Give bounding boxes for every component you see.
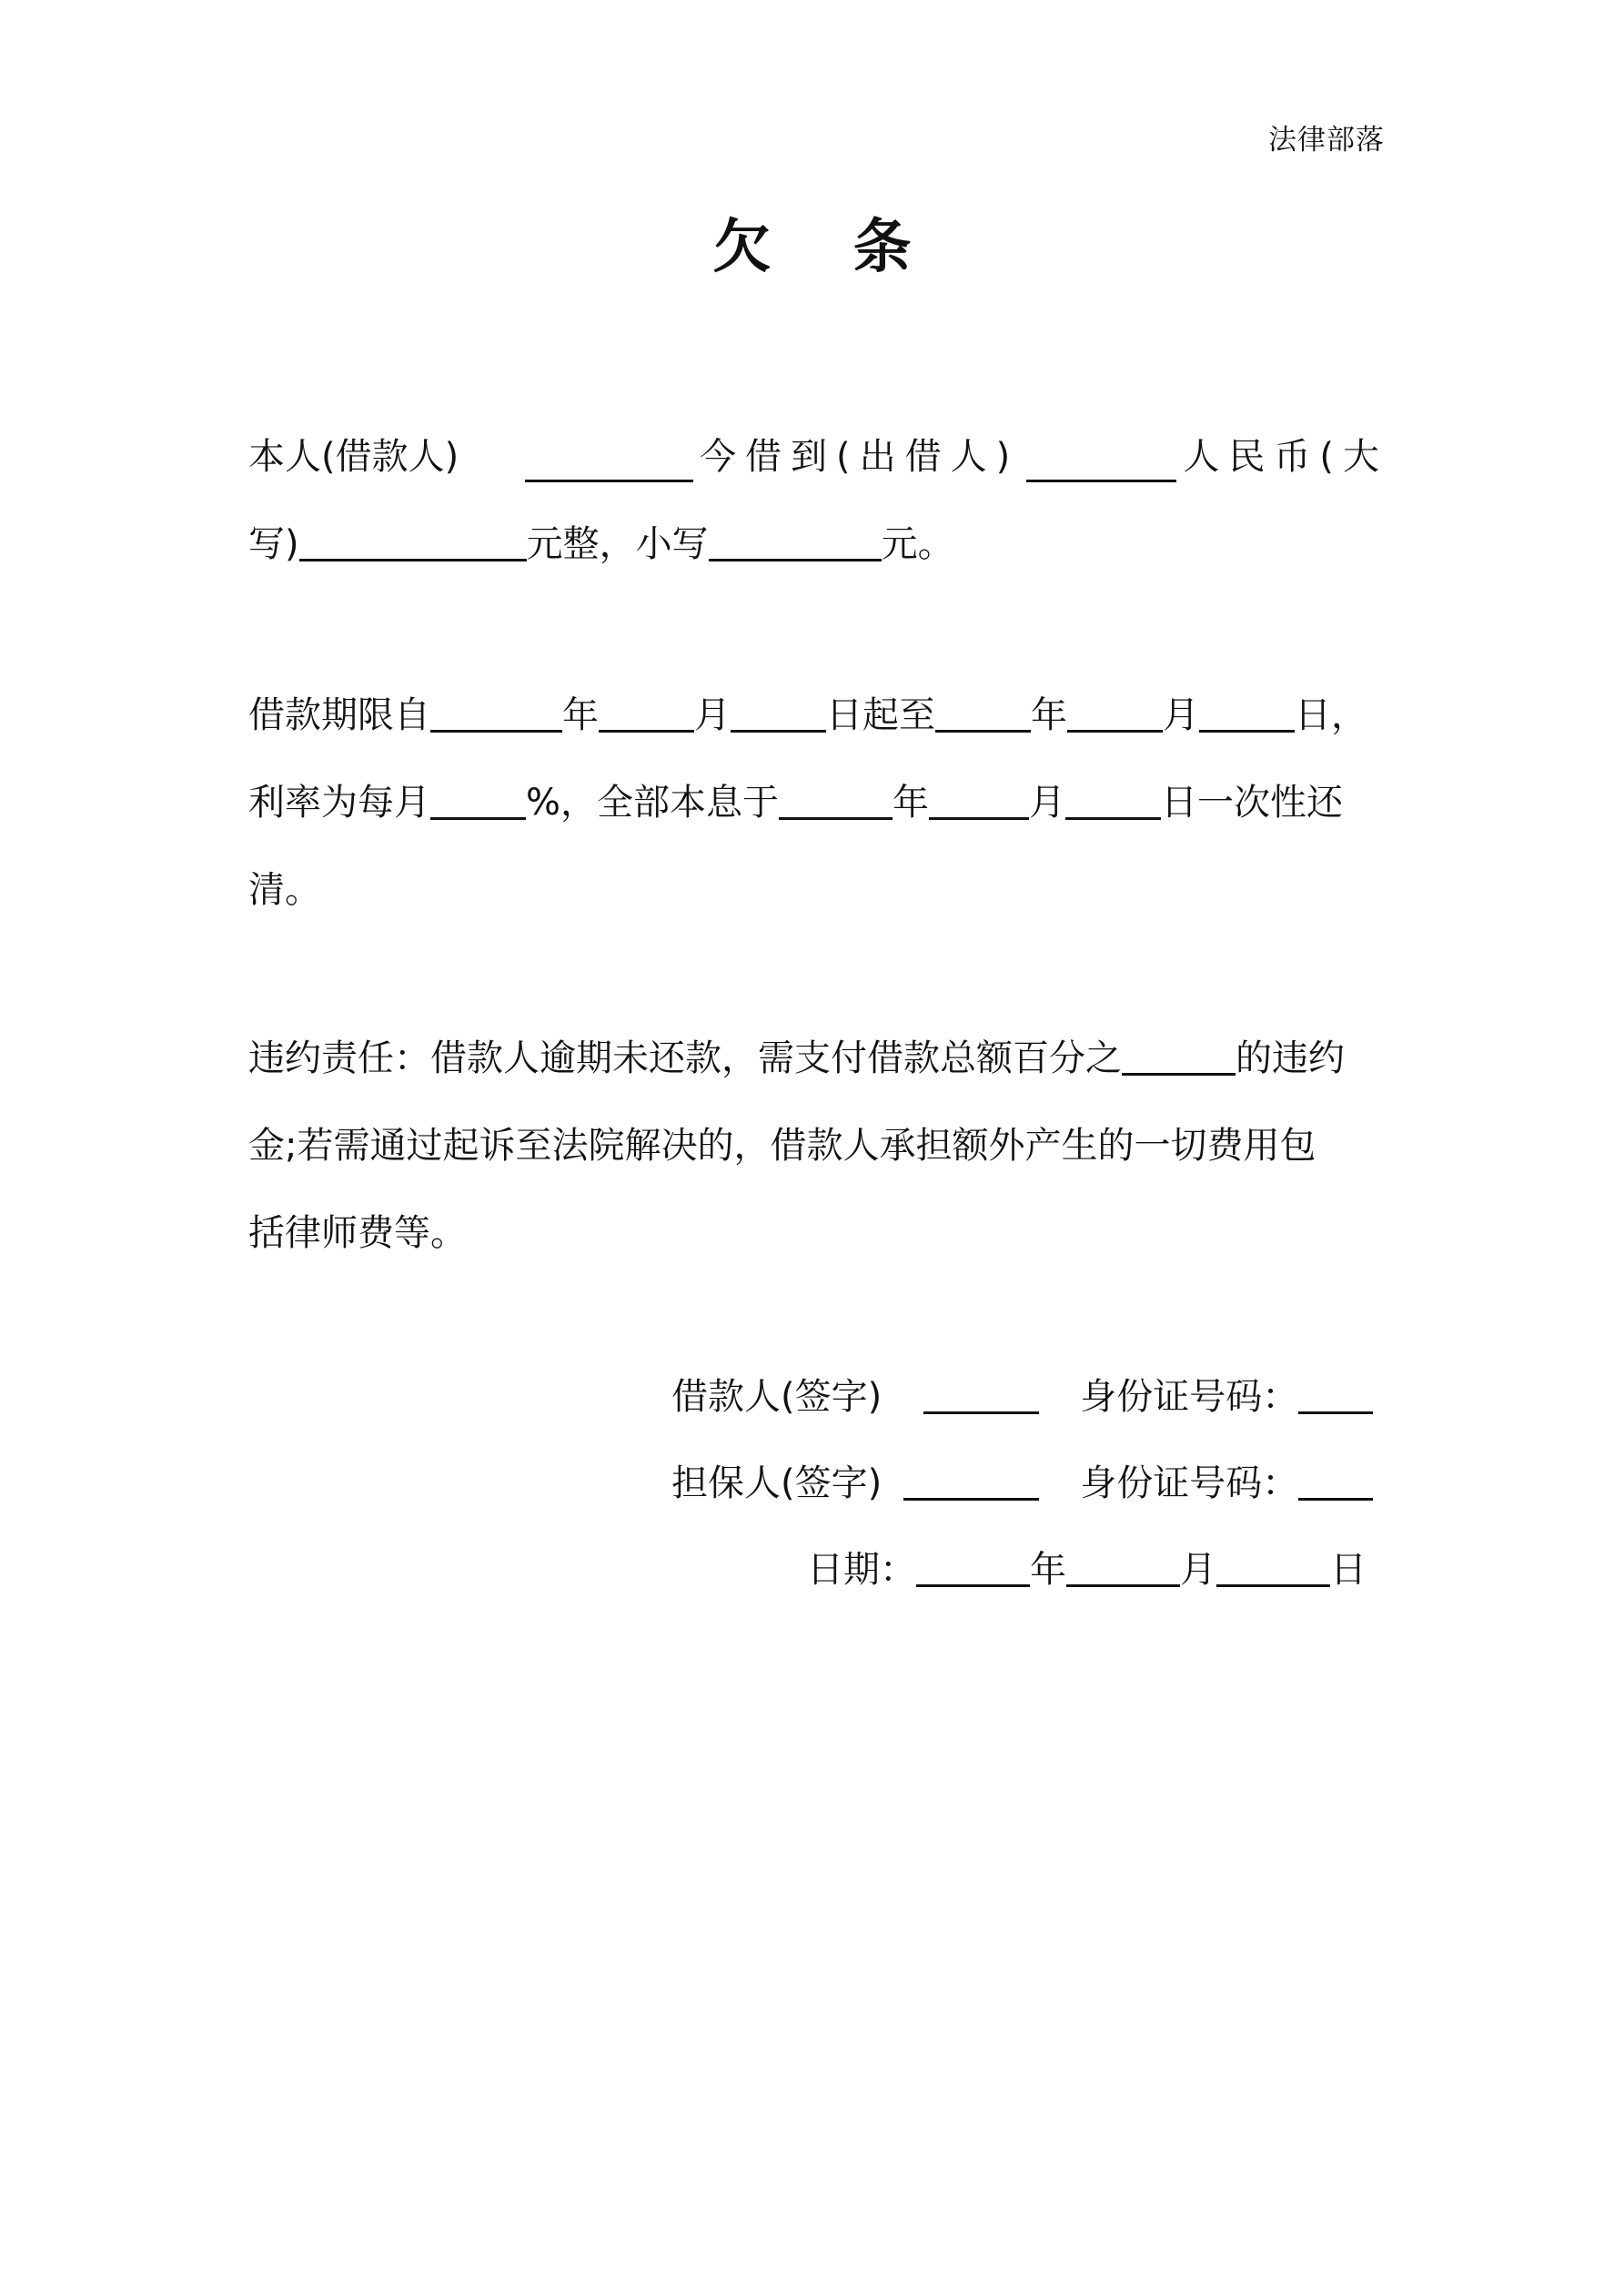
repay-year-blank[interactable] <box>779 781 893 820</box>
date-day-blank[interactable] <box>1216 1548 1330 1587</box>
repay-by-label: %，全部本息于 <box>526 782 780 824</box>
borrower-id-blank[interactable] <box>1298 1375 1373 1414</box>
borrower-sign-label: 借款人(签字) <box>671 1376 883 1418</box>
paragraph-text: 的违约 <box>1236 1037 1345 1079</box>
paragraph-text: 违约责任：借款人逾期未还款，需支付借款总额百分之 <box>248 1037 1122 1079</box>
amount-uppercase-blank[interactable] <box>299 522 527 561</box>
day-label: 日 <box>1330 1549 1367 1591</box>
loan-amount-paragraph <box>248 413 1388 588</box>
lender-name-blank[interactable] <box>1026 443 1176 482</box>
month-label: 月 <box>1180 1549 1216 1591</box>
term-to-label: 日起至 <box>826 694 935 736</box>
guarantor-signature-blank[interactable] <box>903 1462 1039 1501</box>
paragraph-line <box>248 501 1388 588</box>
document-title: 欠 条 <box>712 213 943 281</box>
paragraph-line <box>248 1015 1388 1102</box>
start-month-blank[interactable] <box>599 693 694 733</box>
month-label: 月 <box>1163 694 1199 736</box>
end-year-blank[interactable] <box>935 693 1031 733</box>
date-row <box>807 1542 1367 1597</box>
repay-day-blank[interactable] <box>1065 781 1161 820</box>
header-brand: 法律部落 <box>1268 124 1385 157</box>
paragraph-text: 清。 <box>248 869 321 911</box>
year-label: 年 <box>1031 694 1067 736</box>
date-year-blank[interactable] <box>916 1548 1030 1587</box>
paragraph-line <box>248 413 1388 501</box>
repay-once-label: 日一次性还 <box>1161 782 1344 824</box>
rate-blank[interactable] <box>430 781 526 820</box>
uppercase-label: 写) <box>248 523 299 565</box>
borrower-signature-blank[interactable] <box>923 1375 1039 1414</box>
month-label: 月 <box>694 694 731 736</box>
date-label: 日期： <box>807 1549 916 1591</box>
year-label: 年 <box>562 694 599 736</box>
loan-term-paragraph <box>248 672 1388 934</box>
breach-paragraph <box>248 1015 1388 1277</box>
guarantor-id-blank[interactable] <box>1298 1462 1373 1501</box>
id-number-label: 身份证号码： <box>1080 1462 1299 1504</box>
month-label: 月 <box>1029 782 1066 824</box>
year-label: 年 <box>893 782 930 824</box>
date-month-blank[interactable] <box>1066 1548 1180 1587</box>
paragraph-text: 括律师费等。 <box>248 1212 467 1254</box>
start-year-blank[interactable] <box>430 693 562 733</box>
guarantor-sign-label: 担保人(签字) <box>671 1462 883 1504</box>
id-number-label: 身份证号码： <box>1080 1376 1299 1418</box>
end-day-blank[interactable] <box>1199 693 1295 733</box>
day-label: 日， <box>1295 694 1367 736</box>
borrower-label: 本人(借款人) <box>248 436 459 478</box>
lowercase-label: 元整，小写 <box>526 523 709 565</box>
paragraph-text: 金;若需通过起诉至法院解决的，借款人承担额外产生的一切费用包 <box>248 1125 1316 1167</box>
end-month-blank[interactable] <box>1067 693 1163 733</box>
paragraph-line <box>248 1102 1388 1189</box>
monthly-rate-label: 利率为每月 <box>248 782 430 824</box>
start-day-blank[interactable] <box>731 693 826 733</box>
year-label: 年 <box>1030 1549 1066 1591</box>
currency-label: 人民币(大 <box>1183 436 1388 478</box>
penalty-percent-blank[interactable] <box>1122 1037 1236 1076</box>
paragraph-line <box>248 1189 1388 1277</box>
borrower-signature-row <box>671 1370 1373 1424</box>
lender-label: 今借到(出借人) <box>700 436 1020 478</box>
paragraph-line <box>248 759 1388 846</box>
guarantor-signature-row <box>671 1456 1373 1511</box>
amount-lowercase-blank[interactable] <box>709 522 882 561</box>
paragraph-line <box>248 672 1388 759</box>
term-from-label: 借款期限自 <box>248 694 430 736</box>
paragraph-line <box>248 846 1388 934</box>
borrower-name-blank[interactable] <box>525 443 693 482</box>
yuan-label: 元。 <box>881 523 954 565</box>
repay-month-blank[interactable] <box>929 781 1029 820</box>
